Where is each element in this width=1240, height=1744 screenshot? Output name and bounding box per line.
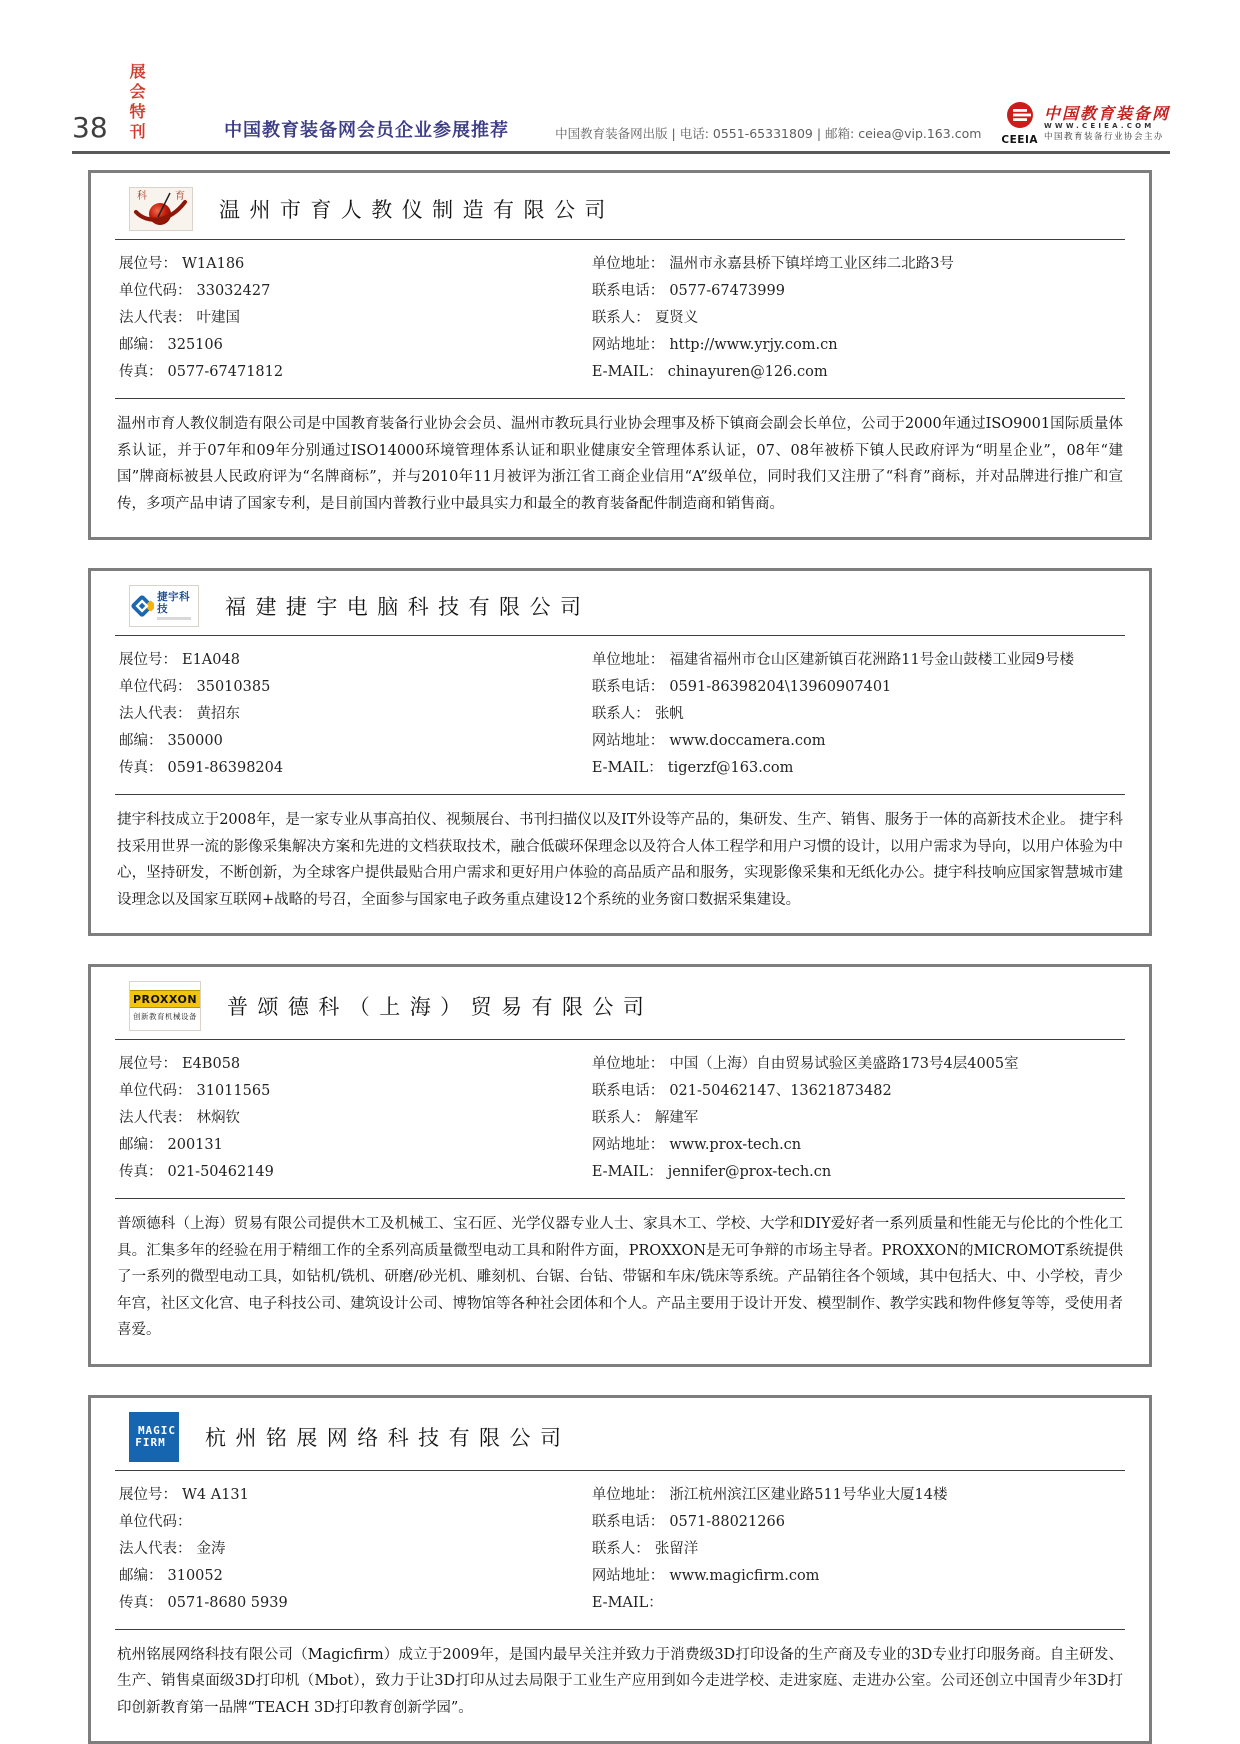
company-description: 普颂德科（上海）贸易有限公司提供木工及机械工、宝石匠、光学仪器专业人士、家具木工、学校、大学和DIY爱好者一系列质量和性能无与伦比的个性化工具。汇集多年的经验在用于精细工作的全系列高质量微型电动工具和附件方面，PROXXON是无可争辩的市场主导者。PROXXON的MICROMOT系统提供了一系列的微型电动工具，如钻机/铣机、研磨/砂光机、雕刻机、台锯、台钻、带锯和车床/铣床等系统。产品销往各个领域，其中包括大、中、小学校，青少年宫，社区文化宫、电子科技公司、建筑设计公司、博物馆等各种社会团体和个人。产品主要用于设计开发、模型制作、教学实践和物件修复等等，受使用者喜爱。 [115, 1198, 1125, 1348]
magicfirm-logo-line1: MAGIC [132, 1425, 176, 1437]
field-address: 单位地址： 福建省福州市仓山区建新镇百花洲路11号金山鼓楼工业园9号楼 [592, 647, 1125, 674]
field-unit-code: 单位代码： 33032427 [119, 278, 592, 305]
logo-char-ke: 科 [137, 192, 147, 202]
card-head [115, 1406, 1125, 1470]
company-card-jieyu [88, 568, 1152, 936]
field-website: 网站地址： http://www.yrjy.com.cn [592, 332, 1125, 359]
fields [115, 1471, 1125, 1628]
diamond-icon [130, 593, 154, 619]
field-email: E-MAIL： chinayuren@126.com [592, 359, 1125, 386]
field-website: 网站地址： www.prox-tech.cn [592, 1132, 1125, 1159]
fields [115, 240, 1125, 397]
field-contact: 联系人： 解建军 [592, 1105, 1125, 1132]
field-legal-rep: 法人代表： 金涛 [119, 1536, 592, 1563]
field-booth: 展位号： W1A186 [119, 251, 592, 278]
field-booth: 展位号： W4 A131 [119, 1482, 592, 1509]
card-head [115, 975, 1125, 1039]
fields [115, 636, 1125, 793]
proxxon-logo-text: PROXXON [129, 990, 201, 1008]
field-contact: 联系人： 夏贤义 [592, 305, 1125, 332]
field-email: E-MAIL： [592, 1590, 1125, 1617]
field-postcode: 邮编： 350000 [119, 728, 592, 755]
field-address: 单位地址： 浙江杭州滨江区建业路511号华业大厦14楼 [592, 1482, 1125, 1509]
ceeia-abbr: CEEIA [1001, 134, 1038, 146]
jieyu-logo-subline [157, 617, 191, 620]
yuren-keyu-logo-icon [129, 187, 193, 231]
field-unit-code: 单位代码： 35010385 [119, 674, 592, 701]
ceeia-circle-icon [1006, 101, 1034, 133]
field-fax: 传真： 0571-8680 5939 [119, 1590, 592, 1617]
field-contact: 联系人： 张帆 [592, 701, 1125, 728]
company-description: 温州市育人教仪制造有限公司是中国教育装备行业协会会员、温州市教玩具行业协会理事及桥下镇商会副会长单位，公司于2000年通过ISO9001国际质量体系认证，并于07年和09年分别通过ISO14000环境管理体系认证和职业健康安全管理体系认证，07、08年被桥下镇人民政府评为“明星企业”，08年“建国”牌商标被县人民政府评为“名牌商标”，并与2010年11月被评为浙江省工商企业信用“A”级单位，同时我们又注册了“科育”商标，并对品牌进行推广和宣传，多项产品申请了国家专利，是目前国内普教行业中最具实力和最全的教育装备配件制造商和销售商。 [115, 398, 1125, 521]
magicfirm-logo-line2: FIRM [135, 1437, 173, 1449]
field-address: 单位地址： 温州市永嘉县桥下镇垟塆工业区纬二北路3号 [592, 251, 1125, 278]
company-name: 杭州铭展网络科技有限公司 [205, 1422, 570, 1452]
company-description: 捷宇科技成立于2008年，是一家专业从事高拍仪、视频展台、书刊扫描仪以及IT外设等产品的，集研发、生产、销售、服务于一体的高新技术企业。 捷宇科技采用世界一流的影像采集解决方案和先进的文档获取技术，融合低碳环保理念以及符合人体工程学和用户习惯的设计，以用户需求为导向，以用户体验为中心，坚持研发，不断创新，为全球客户提供最贴合用户需求和更好用户体验的高品质产品和服务，实现影像采集和无纸化办公。捷宇科技响应国家智慧城市建设理念以及国家互联网+战略的号召，全面参与国家电子政务重点建设12个系统的业务窗口数据采集建设。 [115, 794, 1125, 917]
field-fax: 传真： 0591-86398204 [119, 755, 592, 782]
field-legal-rep: 法人代表： 林焖钦 [119, 1105, 592, 1132]
company-name: 温州市育人教仪制造有限公司 [219, 194, 615, 224]
field-phone: 联系电话： 0571-88021266 [592, 1509, 1125, 1536]
ceeia-brand-text: 中国教育装备网 [1044, 105, 1170, 123]
magicfirm-logo-icon [129, 1412, 179, 1462]
field-booth: 展位号： E1A048 [119, 647, 592, 674]
logo-char-yu: 育 [175, 192, 185, 202]
company-name: 普颂德科（上海）贸易有限公司 [227, 991, 653, 1021]
field-postcode: 邮编： 200131 [119, 1132, 592, 1159]
field-fax: 传真： 0577-67471812 [119, 359, 592, 386]
ceeia-tagline: 中国教育装备行业协会主办 [1044, 132, 1164, 143]
company-name: 福建捷宇电脑科技有限公司 [225, 591, 590, 621]
company-description: 杭州铭展网络科技有限公司（Magicfirm）成立于2009年，是国内最早关注并致力于消费级3D打印设备的生产商及专业的3D专业打印服务商。自主研发、生产、销售桌面级3D打印机（Mbot），致力于让3D打印从过去局限于工业生产应用到如今走进学校、走进家庭、走进办公室。公司还创立中国青少年3D打印创新教育第一品牌“TEACH 3D打印教育创新学园”。 [115, 1629, 1125, 1726]
field-phone: 联系电话： 0591-86398204\13960907401 [592, 674, 1125, 701]
jieyu-logo-icon [129, 585, 199, 627]
company-cards [88, 170, 1152, 1744]
page-header [72, 0, 1170, 154]
page-number: 38 [72, 114, 108, 142]
field-phone: 联系电话： 0577-67473999 [592, 278, 1125, 305]
field-contact: 联系人： 张留洋 [592, 1536, 1125, 1563]
field-fax: 传真： 021-50462149 [119, 1159, 592, 1186]
field-booth: 展位号： E4B058 [119, 1051, 592, 1078]
publisher-info: 中国教育装备网出版 | 电话: 0551-65331809 | 邮箱: ceiea@vip.163.com [555, 125, 981, 143]
proxxon-logo-icon [129, 981, 201, 1031]
jieyu-logo-text: 捷宇科技 [157, 592, 198, 615]
ceeia-url: WWW.CEIEA.COM [1044, 122, 1154, 131]
field-website: 网站地址： www.magicfirm.com [592, 1563, 1125, 1590]
field-unit-code: 单位代码： [119, 1509, 592, 1536]
fields [115, 1040, 1125, 1197]
field-unit-code: 单位代码： 31011565 [119, 1078, 592, 1105]
company-card-yuren [88, 170, 1152, 540]
ceeia-logo [1001, 101, 1170, 146]
field-address: 单位地址： 中国（上海）自由贸易试验区美盛路173号4层4005室 [592, 1051, 1125, 1078]
proxxon-logo-caption: 创新教育机械设备 [133, 1011, 197, 1022]
card-head [115, 579, 1125, 635]
section-label: 展会特刊 [130, 62, 152, 142]
field-website: 网站地址： www.doccamera.com [592, 728, 1125, 755]
field-legal-rep: 法人代表： 叶建国 [119, 305, 592, 332]
card-head [115, 181, 1125, 239]
company-card-magicfirm [88, 1395, 1152, 1744]
field-legal-rep: 法人代表： 黄招东 [119, 701, 592, 728]
field-email: E-MAIL： jennifer@prox-tech.cn [592, 1159, 1125, 1186]
field-phone: 联系电话： 021-50462147、13621873482 [592, 1078, 1125, 1105]
field-email: E-MAIL： tigerzf@163.com [592, 755, 1125, 782]
field-postcode: 邮编： 310052 [119, 1563, 592, 1590]
field-postcode: 邮编： 325106 [119, 332, 592, 359]
company-card-proxxon [88, 964, 1152, 1367]
page-title: 中国教育装备网会员企业参展推荐 [224, 121, 509, 142]
